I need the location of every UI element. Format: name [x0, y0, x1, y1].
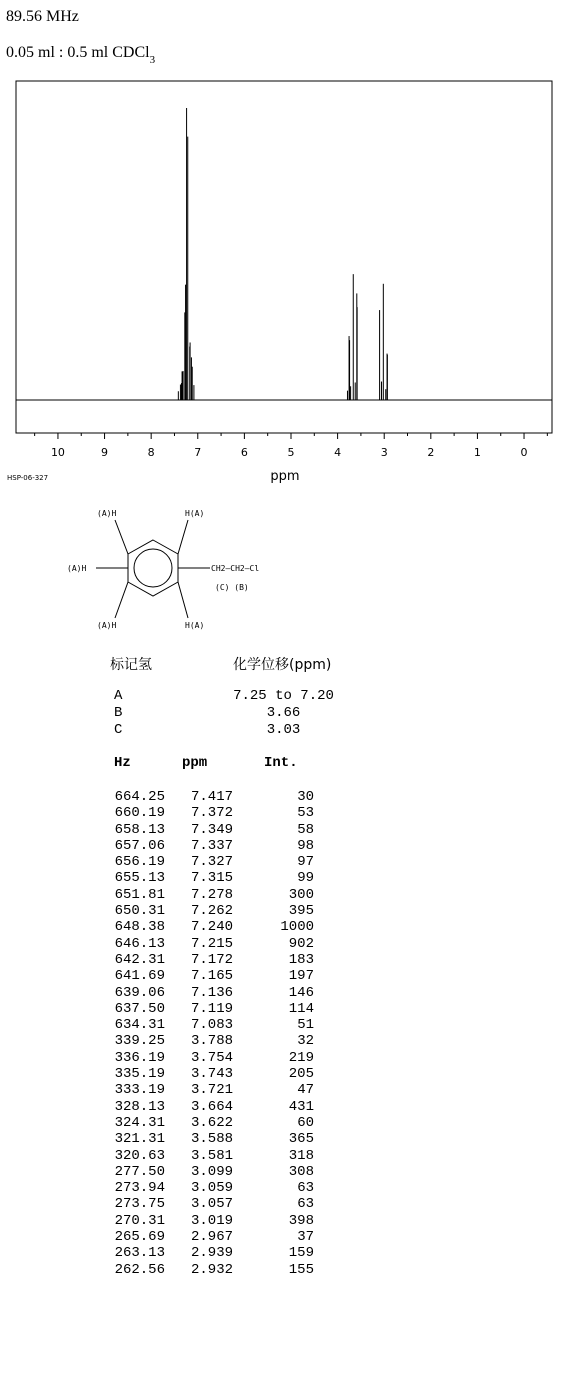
intensity-cell: 97: [297, 854, 314, 871]
intensity-cell: 60: [297, 1114, 314, 1131]
intensity-cell: 183: [288, 951, 314, 968]
hz-cell: 658.13: [114, 821, 165, 838]
chemical-structure: [96, 520, 210, 618]
ppm-cell: 7.119: [190, 1000, 233, 1017]
intensity-cell: 32: [297, 1033, 314, 1050]
x-tick-label: 6: [240, 446, 248, 459]
hz-cell: 660.19: [114, 805, 165, 822]
ppm-cell: 2.939: [190, 1245, 233, 1262]
intensity-cell: 63: [297, 1180, 314, 1197]
ppm-cell: 3.588: [190, 1131, 233, 1148]
header-intensity: Int.: [264, 755, 298, 771]
x-tick-label: 8: [147, 446, 155, 459]
intensity-cell: 37: [297, 1229, 314, 1246]
x-tick-label: 0: [520, 446, 528, 459]
spectrometer-frequency: 89.56 MHz: [6, 8, 79, 25]
ppm-cell: 7.337: [190, 837, 233, 854]
assignment-label: C: [114, 722, 123, 738]
hz-cell: 273.94: [114, 1180, 165, 1197]
hz-cell: 657.06: [114, 837, 165, 854]
ppm-cell: 7.083: [190, 1017, 233, 1034]
hydrogen-label-top-right: H(A): [185, 509, 205, 518]
hz-cell: 277.50: [114, 1163, 165, 1180]
hz-cell: 324.31: [114, 1114, 165, 1131]
intensity-cell: 318: [288, 1147, 314, 1164]
x-tick-label: 9: [101, 446, 109, 459]
ppm-cell: 3.743: [190, 1066, 233, 1083]
intensity-cell: 30: [297, 789, 314, 805]
hydrogen-label-left: (A)H: [67, 564, 87, 573]
intensity-cell: 53: [297, 805, 314, 822]
intensity-cell: 197: [288, 968, 314, 985]
hz-cell: 651.81: [114, 886, 165, 903]
x-tick-label: 5: [287, 446, 295, 459]
intensity-cell: 146: [288, 984, 314, 1001]
hz-cell: 339.25: [114, 1033, 165, 1050]
x-tick-label: 4: [334, 446, 342, 459]
intensity-cell: 205: [288, 1066, 314, 1083]
ppm-cell: 3.019: [190, 1212, 233, 1229]
hz-cell: 265.69: [114, 1229, 165, 1246]
intensity-cell: 51: [297, 1017, 314, 1034]
intensity-cell: 300: [288, 886, 314, 903]
intensity-cell: 1000: [280, 919, 314, 936]
header-hz: Hz: [114, 755, 131, 771]
hydrogen-label-bottom-left: (A)H: [97, 621, 117, 630]
intensity-cell: 219: [288, 1049, 314, 1066]
intensity-cell: 47: [297, 1082, 314, 1099]
intensity-cell: 395: [288, 903, 314, 920]
assignment-shift: 3.66: [266, 705, 301, 721]
intensity-cell: 365: [288, 1131, 314, 1148]
intensity-cell: 398: [288, 1212, 314, 1229]
ppm-cell: 3.057: [190, 1196, 233, 1213]
ppm-cell: 2.967: [190, 1229, 233, 1246]
bond-bottom-left: [115, 582, 128, 618]
ppm-cell: 7.172: [190, 951, 233, 968]
x-axis-ticks: [35, 433, 548, 459]
solvent-text: 0.05 ml : 0.5 ml CDCl: [6, 44, 150, 61]
ppm-cell: 7.262: [190, 903, 233, 920]
intensity-cell: 159: [288, 1245, 314, 1262]
hz-cell: 642.31: [114, 951, 165, 968]
hz-cell: 650.31: [114, 903, 165, 920]
assignment-label: A: [114, 688, 123, 704]
x-tick-label: 7: [194, 446, 202, 459]
ppm-cell: 3.581: [190, 1147, 233, 1164]
hz-cell: 262.56: [114, 1261, 165, 1278]
hz-cell: 336.19: [114, 1049, 165, 1066]
bond-bottom-right: [178, 582, 188, 618]
assignment-shift: 7.25 to 7.20: [233, 688, 334, 704]
spectrum-code: HSP-06-327: [7, 474, 49, 482]
bond-top-right: [178, 520, 188, 554]
ppm-cell: 3.099: [190, 1163, 233, 1180]
ppm-cell: 2.932: [190, 1261, 233, 1278]
intensity-cell: 99: [297, 870, 314, 887]
benzene-aromatic-circle: [134, 549, 172, 587]
x-axis-title: ppm: [270, 469, 300, 484]
hz-cell: 320.63: [114, 1147, 165, 1164]
ppm-cell: 7.240: [190, 919, 233, 936]
intensity-cell: 98: [297, 837, 314, 854]
ppm-cell: 3.059: [190, 1180, 233, 1197]
ppm-cell: 7.215: [190, 935, 233, 952]
intensity-cell: 902: [288, 935, 314, 952]
ppm-cell: 7.315: [190, 870, 233, 887]
ppm-cell: 7.349: [190, 821, 233, 838]
intensity-cell: 431: [288, 1098, 314, 1115]
ppm-cell: 7.278: [190, 886, 233, 903]
hz-cell: 639.06: [114, 984, 165, 1001]
solvent-subscript: 3: [149, 54, 156, 67]
ppm-cell: 3.754: [190, 1049, 233, 1066]
intensity-cell: 114: [288, 1000, 314, 1017]
x-tick-label: 3: [380, 446, 388, 459]
ppm-cell: 3.622: [190, 1114, 233, 1131]
hz-cell: 335.19: [114, 1066, 165, 1083]
hz-cell: 333.19: [114, 1082, 165, 1099]
ppm-cell: 3.664: [190, 1098, 233, 1115]
assignment-shift: 3.03: [266, 722, 301, 738]
ppm-cell: 7.372: [190, 805, 233, 822]
bond-top-left: [115, 520, 128, 554]
ppm-cell: 7.165: [190, 968, 233, 985]
hz-cell: 656.19: [114, 854, 165, 871]
hz-cell: 637.50: [114, 1000, 165, 1017]
side-chain-proton-labels: (C) (B): [215, 583, 249, 592]
hz-cell: 321.31: [114, 1131, 165, 1148]
hz-cell: 664.25: [114, 789, 165, 805]
hz-cell: 273.75: [114, 1196, 165, 1213]
plot-frame: [16, 81, 552, 433]
x-tick-label: 1: [473, 446, 481, 459]
benzene-ring: [128, 540, 178, 596]
hz-cell: 634.31: [114, 1017, 165, 1034]
intensity-cell: 155: [288, 1261, 314, 1278]
ppm-cell: 3.721: [190, 1082, 233, 1099]
hz-cell: 263.13: [114, 1245, 165, 1262]
intensity-cell: 308: [288, 1163, 314, 1180]
hz-cell: 655.13: [114, 870, 165, 887]
hydrogen-label-top-left: (A)H: [97, 509, 117, 518]
side-chain-formula: CH2—CH2—Cl: [211, 564, 260, 573]
header-ppm: ppm: [182, 755, 208, 771]
ppm-cell: 3.788: [190, 1033, 233, 1050]
intensity-cell: 58: [297, 821, 314, 838]
ppm-cell: 7.327: [190, 854, 233, 871]
spectrum-peaks: [178, 108, 387, 400]
nmr-spectrum-chart: [0, 0, 570, 650]
hydrogen-label-bottom-right: H(A): [185, 621, 205, 630]
ppm-cell: 7.417: [190, 789, 233, 805]
assignment-label: B: [114, 705, 123, 721]
assignment-header-shift: 化学位移(ppm): [233, 657, 332, 673]
hz-cell: 648.38: [114, 919, 165, 936]
hz-cell: 328.13: [114, 1098, 165, 1115]
ppm-cell: 7.136: [190, 984, 233, 1001]
hz-cell: 641.69: [114, 968, 165, 985]
x-tick-label: 2: [427, 446, 435, 459]
assignment-header-label: 标记氢: [110, 657, 152, 673]
hz-cell: 646.13: [114, 935, 165, 952]
hz-cell: 270.31: [114, 1212, 165, 1229]
x-tick-label: 10: [50, 446, 65, 459]
intensity-cell: 63: [297, 1196, 314, 1213]
